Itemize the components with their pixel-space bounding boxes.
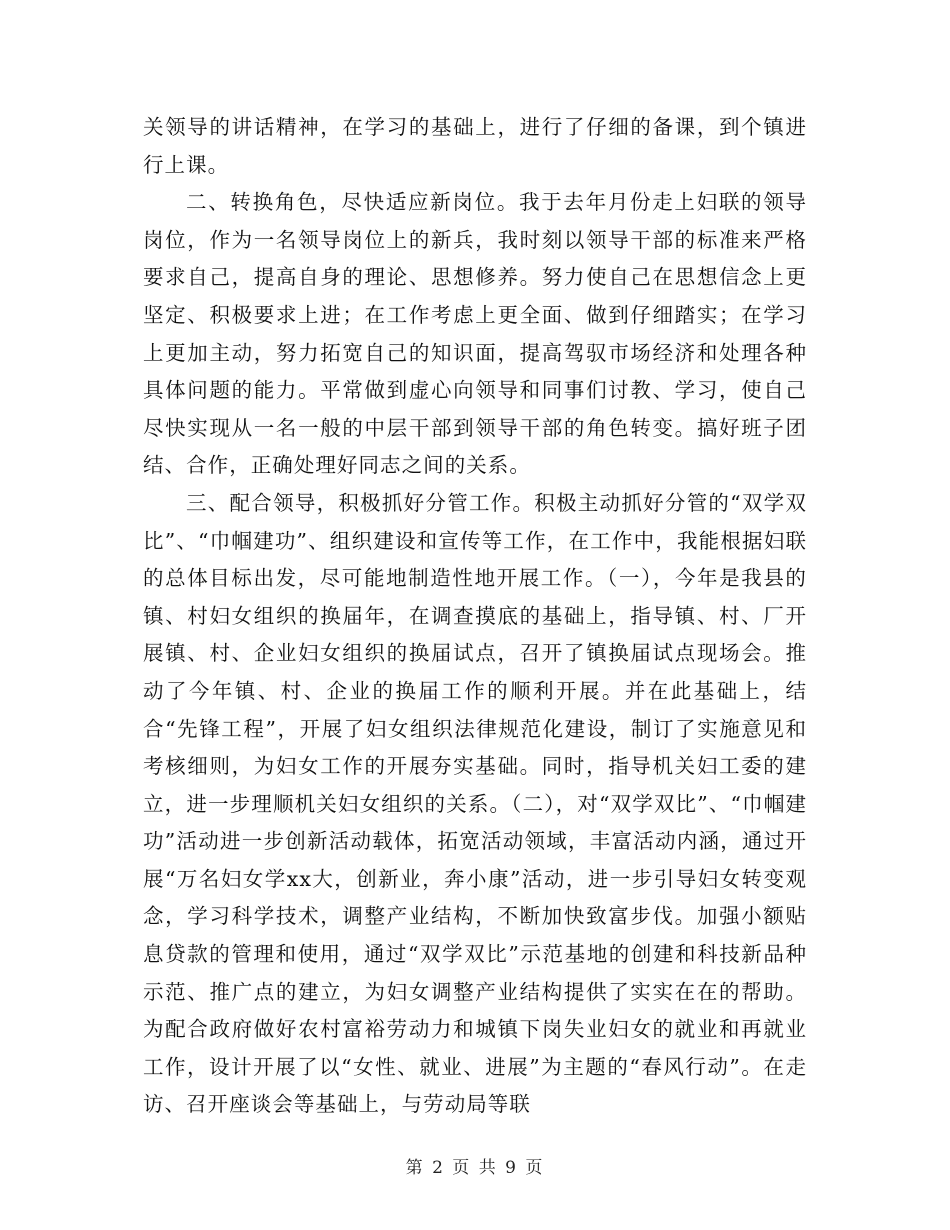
paragraph-section-three: 三、配合领导，积极抓好分管工作。积极主动抓好分管的“双学双比”、“巾帼建功”、组织建设和宣传等工作，在工作中，我能根据妇联的总体目标出发，尽可能地制造性地开展工作。（一），今年是我县的镇、村妇女组织的换届年，在调查摸底的基础上，指导镇、村、厂开展镇、村、企业妇女组织的换届试点，召开了镇换届试点现场会。推动了今年镇、村、企业的换届工作的顺利开展。并在此基础上，结合“先锋工程”，开展了妇女组织法律规范化建设，制订了实施意见和考核细则，为妇女工作的开展夯实基础。同时，指导机关妇工委的建立，进一步理顺机关妇女组织的关系。（二），对“双学双比”、“巾帼建功”活动进一步创新活动载体，拓宽活动领域，丰富活动内涵，通过开展“万名妇女学xx大，创新业，奔小康”活动，进一步引导妇女转变观念，学习科学技术，调整产业结构，不断加快致富步伐。加强小额贴息贷款的管理和使用，通过“双学双比”示范基地的创建和科技新品种示范、推广点的建立，为妇女调整产业结构提供了实实在在的帮助。为配合政府做好农村富裕劳动力和城镇下岗失业妇女的就业和再就业工作，设计开展了以“女性、就业、进展”为主题的“春风行动”。在走访、召开座谈会等基础上，与劳动局等联 xyxy=(143,490,807,1117)
paragraph-section-two: 二、转换角色，尽快适应新岗位。我于去年月份走上妇联的领导岗位，作为一名领导岗位上的新兵，我时刻以领导干部的标准来严格要求自己，提高自身的理论、思想修养。努力使自己在思想信念上更坚定、积极要求上进；在工作考虑上更全面、做到仔细踏实；在学习上更加主动，努力拓宽自己的知识面，提高驾驭市场经济和处理各种具体问题的能力。平常做到虚心向领导和同事们讨教、学习，使自己尽快实现从一名一般的中层干部到领导干部的角色转变。搞好班子团结、合作，正确处理好同志之间的关系。 xyxy=(143,190,807,478)
document-body xyxy=(143,109,807,1124)
page-number-footer: 第 2 页 共 9 页 xyxy=(405,1158,545,1178)
paragraph-continuation: 关领导的讲话精神，在学习的基础上，进行了仔细的备课，到个镇进行上课。 xyxy=(143,115,807,177)
